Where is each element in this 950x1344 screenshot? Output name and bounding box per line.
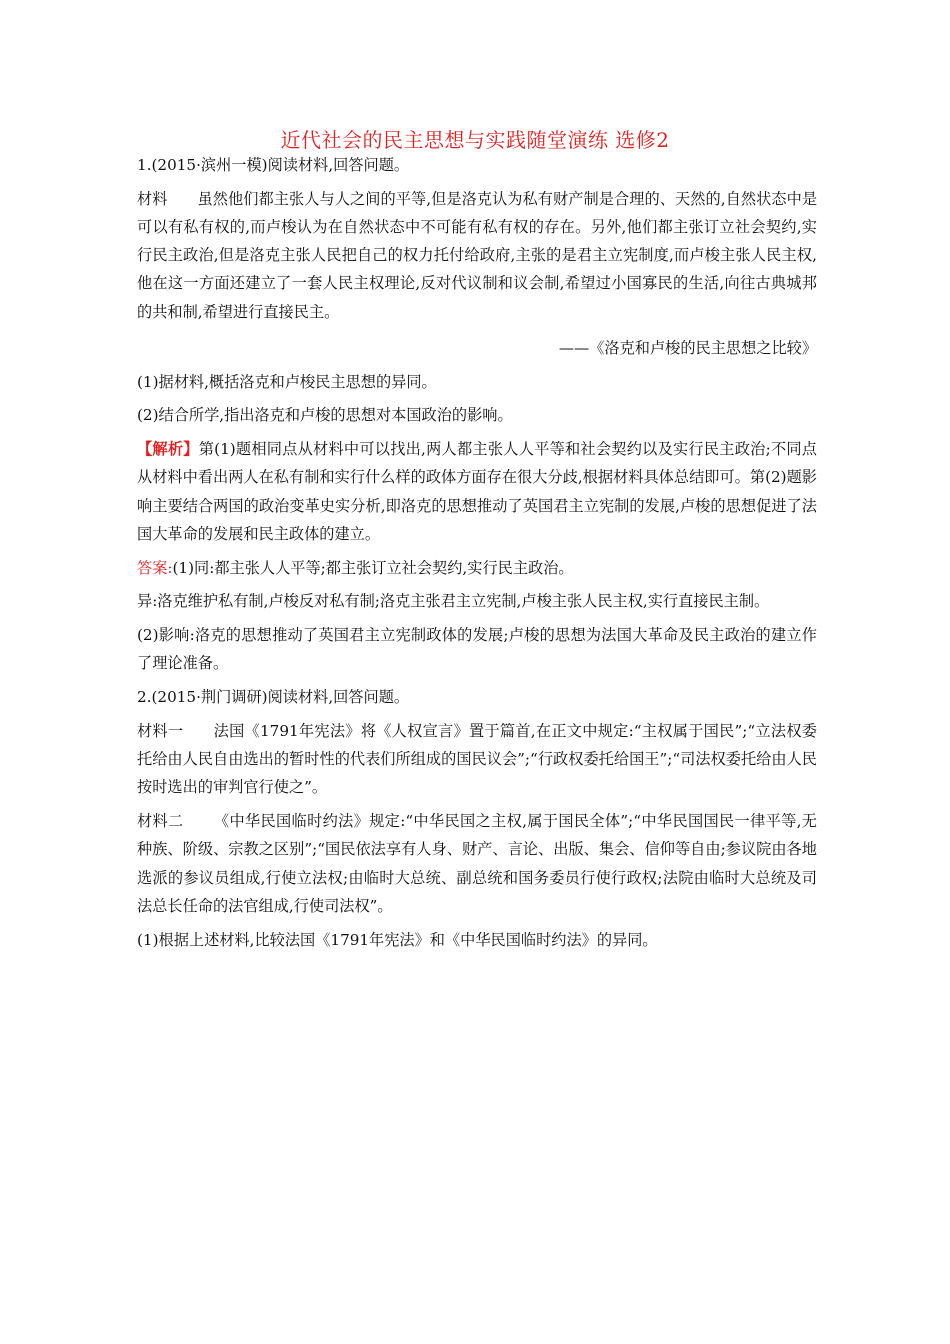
q2-m1-label: 材料一 bbox=[137, 722, 184, 740]
answer-label: 答案: bbox=[137, 558, 173, 577]
q2-heading: 2.(2015·荆门调研)阅读材料,回答问题。 bbox=[137, 688, 410, 707]
q1-material-label: 材料 bbox=[137, 189, 168, 208]
q2-m1-text: 法国《1791年宪法》将《人权宣言》置于篇首,在正文中规定:“主权属于国民”;“立法权委托给由人民自由选出的暂时性的代表们所组成的国民议会”;“行政权委托给国王”;“司法权委托给由人民按时选出的审判官行使之”。 bbox=[137, 722, 817, 797]
analysis-text: 第(1)题相同点从材料中可以找出,两人都主张人人平等和社会契约以及实行民主政治;不同点从材料中看出两人在私有制和实行什么样的政体方面存在很大分歧,根据材料具体总结即可。第(2)题影响主要结合两国的政治变革史实分析,即洛克的思想推动了英国君主立宪制的发展,卢梭的思想促进了法国大革命的发展和民主政体的建立。 bbox=[137, 440, 817, 543]
q1-heading: 1.(2015·滨州一模)阅读材料,回答问题。 bbox=[137, 156, 410, 174]
answer-1: (1)同:都主张人人平等;都主张订立社会契约,实行民主政治。 bbox=[172, 558, 574, 577]
q1-sub2: (2)结合所学,指出洛克和卢梭的思想对本国政治的影响。 bbox=[137, 406, 513, 425]
document-body bbox=[137, 151, 817, 954]
q2-material-1 bbox=[137, 717, 817, 802]
q2-sub1: (1)根据上述材料,比较法国《1791年宪法》和《中华民国临时约法》的异同。 bbox=[137, 930, 658, 949]
q1-answer bbox=[137, 554, 817, 582]
q2-m2-text: 《中华民国临时约法》规定:“中华民国之主权,属于国民全体”;“中华民国国民一律平等,无种族、阶级、宗教之区别”;“国民依法享有人身、财产、言论、出版、集会、信仰等自由;参议院由各地选派的参议员组成,行使立法权;由临时大总统、副总统和国务委员行使行政权;法院由临时大总统及司法总长任命的法官组成,行使司法权”。 bbox=[137, 812, 817, 915]
q2-material-2 bbox=[137, 807, 817, 920]
q1-answer-diff: 异:洛克维护私有制,卢梭反对私有制;洛克主张君主立宪制,卢梭主张人民主权,实行直接民主制。 bbox=[137, 592, 770, 611]
analysis-label: 【解析】 bbox=[137, 440, 199, 459]
q1-analysis bbox=[137, 435, 817, 548]
q1-answer-2: (2)影响:洛克的思想推动了英国君主立宪制政体的发展;卢梭的思想为法国大革命及民主政治的建立作了理论准备。 bbox=[137, 626, 817, 673]
q1-material-text: 虽然他们都主张人与人之间的平等,但是洛克认为私有财产制是合理的、天然的,自然状态中是可以有私有权的,而卢梭认为在自然状态中不可能有私有权的存在。另外,他们都主张订立社会契约,实行民主政治,但是洛克主张人民把自己的权力托付给政府,主张的是君主立宪制度,而卢梭主张人民主权,他在这一方面还建立了一套人民主权理论,反对代议制和议会制,希望过小国寡民的生活,向往古典城邦的共和制,希望进行直接民主。 bbox=[137, 189, 818, 321]
q1-sub1: (1)据材料,概括洛克和卢梭民主思想的异同。 bbox=[137, 372, 437, 391]
q2-m2-label: 材料二 bbox=[137, 812, 184, 831]
document-title: 近代社会的民主思想与实践随堂演练 选修2 bbox=[280, 128, 670, 152]
q1-source: ——《洛克和卢梭的民主思想之比较》 bbox=[558, 338, 817, 357]
q1-material bbox=[137, 185, 817, 326]
